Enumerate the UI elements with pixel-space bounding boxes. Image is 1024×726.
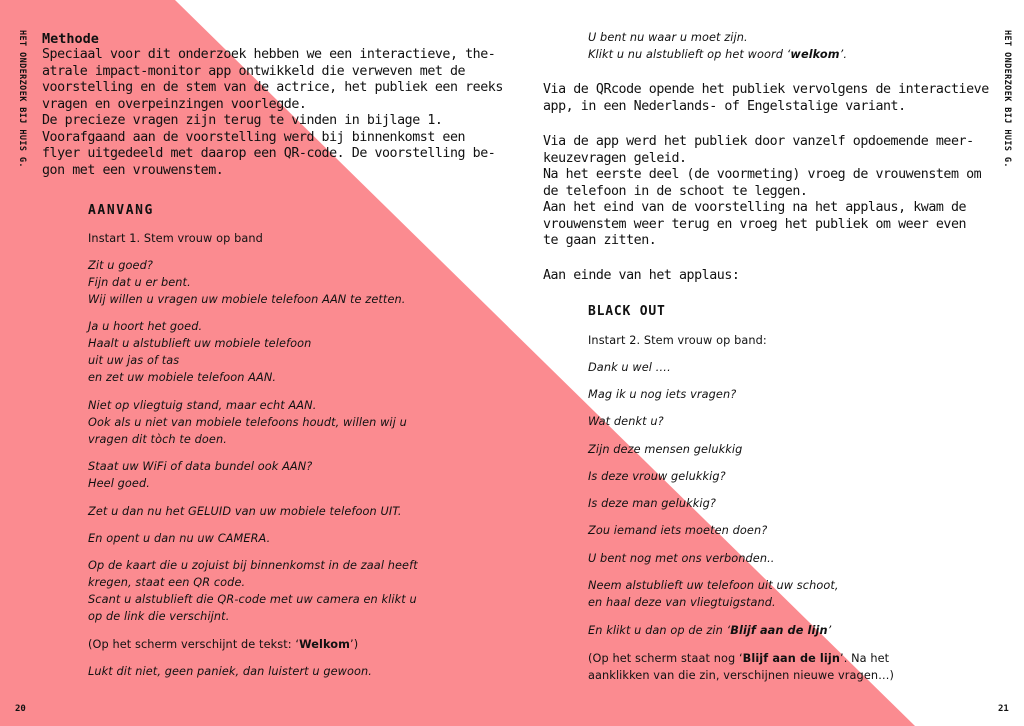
body-line: Via de app werd het publiek door vanzelf opdoemende meer- [543, 134, 974, 149]
note-line [588, 650, 894, 667]
body-line: Via de QRcode opende het publiek vervolgens de interactieve [543, 82, 989, 97]
script-block [88, 557, 418, 625]
script-line: vragen dit tòch te doen. [88, 433, 227, 446]
script-line: en haal deze van vliegtuigstand. [588, 596, 776, 609]
body-line: Na het eerste deel (de voormeting) vroeg de vrouwenstem om [543, 167, 982, 182]
note-bold: Welkom [299, 638, 351, 651]
body-line: te gaan zitten. [543, 233, 657, 248]
left-page [42, 31, 503, 179]
script-line: U bent nu waar u moet zijn. [588, 31, 748, 44]
intro-line: Speciaal voor dit onderzoek hebben we een interactieve, the- [42, 47, 496, 62]
script-line [588, 46, 847, 63]
script-block [88, 503, 402, 520]
page-number-left: 20 [15, 704, 26, 714]
script-block [88, 530, 270, 547]
script-bold: Blijf aan de lijn [730, 624, 828, 637]
running-header-left: HET ONDERZOEK BIJ HUIS G. [17, 30, 27, 168]
script-line: kregen, staat een QR code. [88, 576, 246, 589]
script-block [88, 257, 405, 308]
script-block [88, 458, 312, 492]
intro-line: De precieze vragen zijn terug te vinden in bijlage 1. [42, 113, 443, 128]
paragraph-app [543, 134, 981, 250]
note-bold: Blijf aan de lijn [742, 652, 840, 665]
note-text: (Op het scherm staat nog ‘ [588, 652, 743, 665]
script-line: Haalt u alstublieft uw mobiele telefoon [88, 337, 312, 350]
script-line: uit uw jas of tas [88, 354, 180, 367]
question-line: Zou iemand iets moeten doen? [588, 524, 768, 537]
script-line: Fijn dat u er bent. [88, 276, 191, 289]
script-line: Heel goed. [88, 477, 150, 490]
script-line: En opent u dan nu uw CAMERA. [88, 532, 271, 545]
section-title-aanvang: AANVANG [88, 203, 154, 218]
intro-paragraph [42, 47, 503, 179]
script-line: Zet u dan nu het GELUID van uw mobiele telefoon UIT. [88, 505, 402, 518]
final-note [588, 650, 894, 684]
note-text: ’. Na het [840, 652, 890, 665]
body-line: keuzevragen geleid. [543, 150, 687, 166]
script-text: ’ [827, 624, 832, 637]
phone-block [588, 577, 839, 611]
intro-line: voorstelling en de stem van de actrice, het publiek een reeks [42, 80, 503, 95]
intro-line: gon met een vrouwenstem. [42, 162, 224, 178]
question-line: Mag ik u nog iets vragen? [588, 388, 737, 401]
top-lines [588, 29, 847, 63]
intro-line: flyer uitgedeeld met daarop een QR-code. De voorstelling be- [42, 146, 496, 161]
section-title-black-out: BLACK OUT [588, 304, 666, 319]
question-line: Wat denkt u? [588, 415, 664, 428]
screen-note-welkom [88, 636, 358, 653]
body-line: Aan het eind van de voorstelling na het applaus, kwam de [543, 200, 967, 215]
intro-line: vragen en overpeinzingen voorlegde. [42, 96, 307, 112]
script-line: Ja u hoort het goed. [88, 320, 203, 333]
closing-line: Lukt dit niet, geen paniek, dan luistert u gewoon. [88, 665, 372, 678]
script-line: Wij willen u vragen uw mobiele telefoon AAN te zetten. [88, 293, 406, 306]
script-line: op de link die verschijnt. [88, 610, 230, 623]
script-line: Niet op vliegtuig stand, maar echt AAN. [88, 399, 317, 412]
script-line: Zit u goed? [88, 259, 153, 272]
script-text: ’. [839, 48, 848, 61]
question-line: Is deze vrouw gelukkig? [588, 470, 726, 483]
page-number-right: 21 [998, 704, 1009, 714]
script-bold: welkom [790, 48, 840, 61]
script-line: Neem alstublieft uw telefoon uit uw schoot, [588, 579, 839, 592]
question-line: Zijn deze mensen gelukkig [588, 443, 743, 456]
cue-instart-2: Instart 2. Stem vrouw op band: [588, 334, 767, 347]
paragraph-einde: Aan einde van het applaus: [543, 268, 740, 283]
intro-line: Voorafgaand aan de voorstelling werd bij binnenkomst een [42, 129, 466, 145]
script-text: Klikt u nu alstublieft op het woord ‘ [588, 48, 791, 61]
question-line: Dank u wel …. [588, 361, 671, 374]
script-line: Staat uw WiFi of data bundel ook AAN? [88, 460, 313, 473]
question-line: Is deze man gelukkig? [588, 497, 716, 510]
note-line: aanklikken van die zin, verschijnen nieuwe vragen…) [588, 669, 895, 682]
question-line: U bent nog met ons verbonden.. [588, 552, 775, 565]
running-header-right: HET ONDERZOEK BIJ HUIS G. [1002, 30, 1012, 168]
script-line: en zet uw mobiele telefoon AAN. [88, 371, 277, 384]
script-block [88, 318, 311, 386]
body-line: vrouwenstem weer terug en vroeg het publiek om weer even [543, 216, 967, 232]
note-text: ’) [350, 638, 359, 651]
body-line: de telefoon in de schoot te leggen. [543, 183, 808, 199]
script-line: Ook als u niet van mobiele telefoons houdt, willen wij u [88, 416, 407, 429]
body-line: app, in een Nederlands- of Engelstalige variant. [543, 98, 906, 114]
script-block [88, 397, 407, 448]
intro-line: atrale impact-monitor app ontwikkeld die verweven met de [42, 63, 466, 79]
cue-instart-1: Instart 1. Stem vrouw op band [88, 232, 263, 245]
script-line: Scant u alstublieft die QR-code met uw camera en klikt u [88, 593, 417, 606]
paragraph-qrcode [543, 82, 989, 115]
script-line: Op de kaart die u zojuist bij binnenkomst in de zaal heeft [88, 559, 418, 572]
click-line [588, 622, 831, 639]
methode-heading: Methode [42, 31, 99, 47]
note-text: (Op het scherm verschijnt de tekst: ‘ [88, 638, 300, 651]
script-text: En klikt u dan op de zin ‘ [588, 624, 731, 637]
